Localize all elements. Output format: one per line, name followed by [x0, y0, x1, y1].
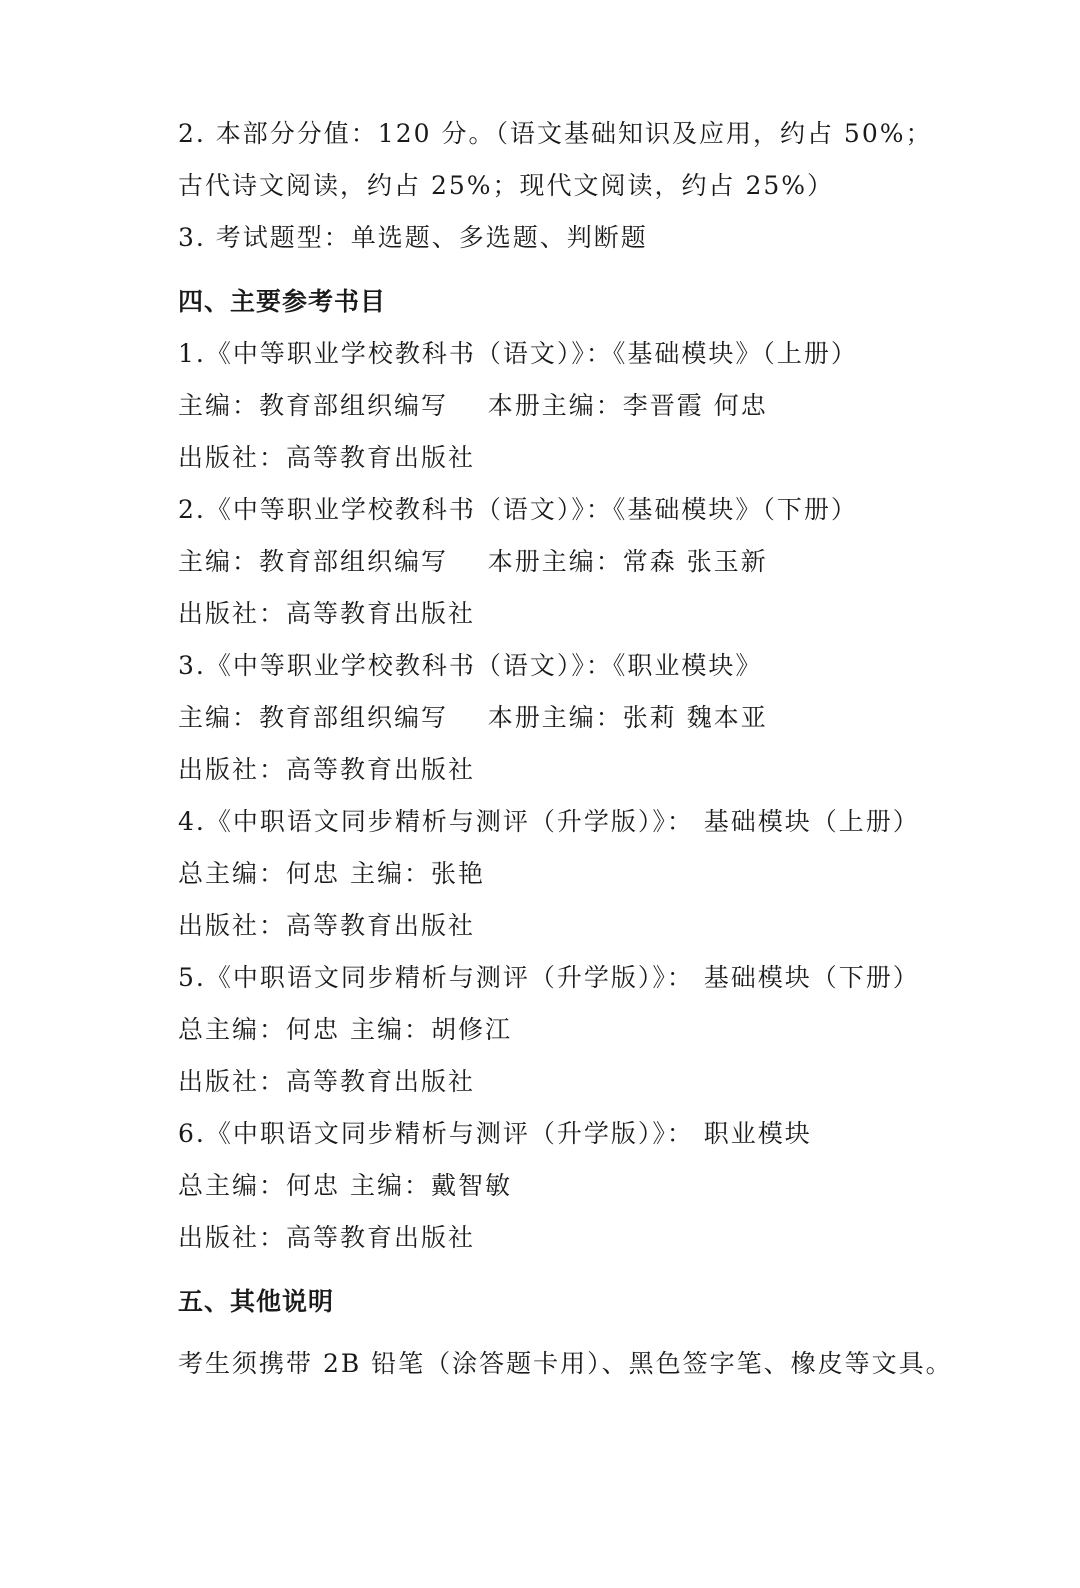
section-other-notes — [178, 1276, 958, 1390]
section-references — [178, 276, 958, 1264]
text-line: 主编：教育部组织编写 本册主编：张莉 魏本亚 — [178, 703, 768, 732]
text-line: 2. 本部分分值：120 分。（语文基础知识及应用，约占 50%； — [178, 119, 933, 148]
text-line: 总主编：何忠 主编：张艳 — [178, 859, 485, 888]
text-line: 考生须携带 2B 铅笔（涂答题卡用）、黑色签字笔、橡皮等文具。 — [178, 1349, 953, 1378]
section-heading: 五、其他说明 — [178, 1287, 335, 1316]
section3-tail — [178, 108, 958, 264]
text-line: 出版社：高等教育出版社 — [178, 1067, 476, 1096]
text-line: 2.《中等职业学校教科书（语文）》：《基础模块》（下册） — [178, 495, 858, 524]
text-line: 主编：教育部组织编写 本册主编：李晋霞 何忠 — [178, 391, 768, 420]
text-line: 出版社：高等教育出版社 — [178, 911, 476, 940]
text-line: 3. 考试题型：单选题、多选题、判断题 — [178, 223, 648, 252]
text-line: 出版社：高等教育出版社 — [178, 1223, 476, 1252]
text-line: 5.《中职语文同步精析与测评（升学版）》： 基础模块（下册） — [178, 963, 920, 992]
spacer — [178, 1328, 958, 1338]
text-line: 4.《中职语文同步精析与测评（升学版）》： 基础模块（上册） — [178, 807, 920, 836]
document-page — [178, 108, 958, 1390]
text-line: 3.《中等职业学校教科书（语文）》：《职业模块》 — [178, 651, 763, 680]
text-line: 6.《中职语文同步精析与测评（升学版）》： 职业模块 — [178, 1119, 812, 1148]
section-heading: 四、主要参考书目 — [178, 287, 387, 316]
text-line: 总主编：何忠 主编：胡修江 — [178, 1015, 512, 1044]
text-line: 出版社：高等教育出版社 — [178, 599, 476, 628]
text-line: 古代诗文阅读，约占 25%；现代文阅读，约占 25%） — [178, 171, 835, 200]
text-line: 1.《中等职业学校教科书（语文）》：《基础模块》（上册） — [178, 339, 858, 368]
text-line: 出版社：高等教育出版社 — [178, 755, 476, 784]
text-line: 主编：教育部组织编写 本册主编：常森 张玉新 — [178, 547, 768, 576]
text-line: 总主编：何忠 主编：戴智敏 — [178, 1171, 512, 1200]
text-line: 出版社：高等教育出版社 — [178, 443, 476, 472]
